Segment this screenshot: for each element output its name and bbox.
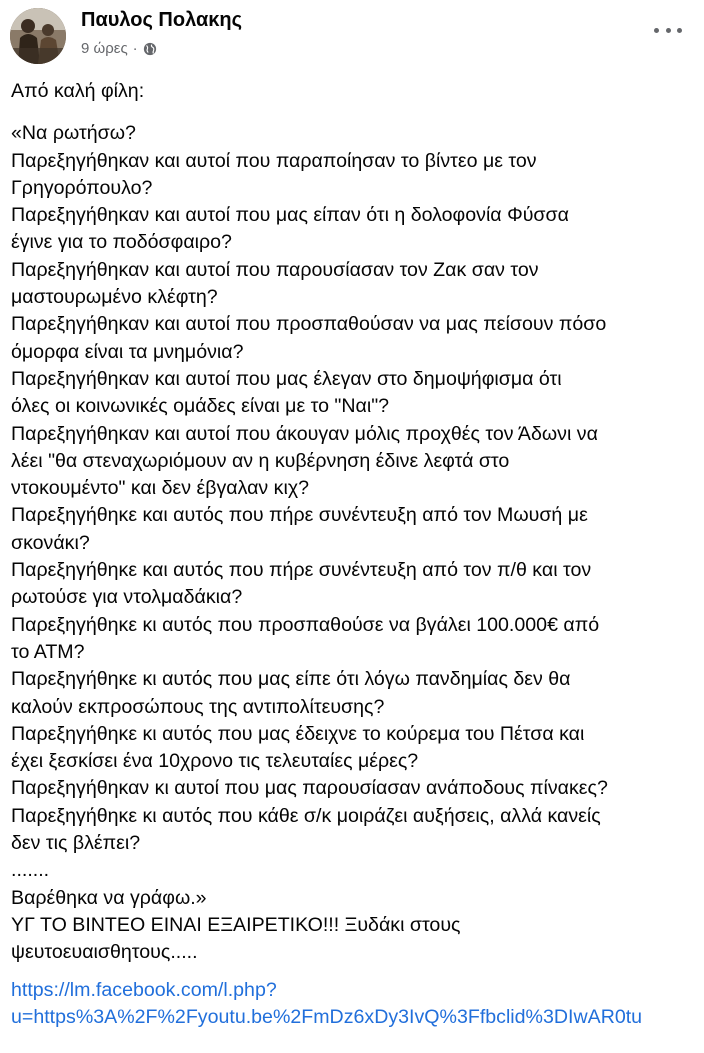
message-line: Παρεξηγήθηκαν κι αυτοί που μας παρουσίασαν ανάποδους πίνακες?	[11, 777, 608, 800]
post-header	[10, 6, 700, 64]
message-line: έχει ξεσκίσει ένα 10χρονο τις τελευταίες μέρες?	[11, 750, 419, 773]
message-line: Παρεξηγήθηκε κι αυτός που προσπαθούσε να βγάλει 100.000€ από	[11, 613, 600, 636]
message-line: Παρεξηγήθηκαν και αυτοί που παραποίησαν το βίντεο με τον	[11, 149, 537, 172]
message-line: όμορφα είναι τα μνημόνια?	[11, 340, 244, 363]
post-message	[11, 120, 699, 966]
message-line: το ΑΤΜ?	[11, 640, 85, 663]
dot-icon	[654, 28, 659, 33]
message-line: Παρεξηγήθηκε και αυτός που πήρε συνέντευξη από τον Μωυσή με	[11, 504, 588, 527]
message-line: Παρεξηγήθηκε και αυτός που πήρε συνέντευξη από τον π/θ και τον	[11, 559, 592, 582]
dot-icon	[666, 28, 671, 33]
message-line: ρωτούσε για ντολμαδάκια?	[11, 586, 243, 609]
author-avatar[interactable]	[10, 8, 66, 64]
message-line: ντοκουμέντο" και δεν έβγαλαν κιχ?	[11, 477, 310, 500]
message-line: .......	[11, 859, 50, 882]
message-line: Παρεξηγήθηκαν και αυτοί που μας έλεγαν στο δημοψήφισμα ότι	[11, 367, 562, 390]
message-line: έγινε για το ποδόσφαιρο?	[11, 231, 232, 254]
message-line: ΥΓ ΤΟ ΒΙΝΤΕΟ ΕΙΝΑΙ ΕΞΑΙΡΕΤΙΚΟ!!! Ξυδάκι στους	[11, 913, 461, 936]
avatar-photo	[10, 8, 66, 64]
message-line: «Να ρωτήσω?	[11, 122, 136, 145]
message-line: όλες οι κοινωνικές ομάδες είναι με το "Ναι"?	[11, 395, 390, 418]
post-meta	[81, 40, 157, 57]
message-line: Γρηγορόπουλο?	[11, 176, 153, 199]
more-options-icon[interactable]	[654, 20, 682, 40]
message-line: Παρεξηγήθηκαν και αυτοί που μας είπαν ότι η δολοφονία Φύσσα	[11, 204, 569, 227]
author-name[interactable]: Παυλος Πολακης	[81, 9, 243, 31]
message-line: λέει "θα στεναχωριόμουν αν η κυβέρνηση έδινε λεφτά στο	[11, 449, 510, 472]
link-line[interactable]: https://lm.facebook.com/l.php?	[11, 978, 277, 1001]
post-intro: Από καλή φίλη:	[11, 80, 145, 102]
message-line: σκονάκι?	[11, 531, 90, 554]
post-body	[11, 78, 699, 1031]
meta-separator: ·	[132, 40, 138, 57]
dot-icon	[677, 28, 682, 33]
link-line[interactable]: u=https%3A%2F%2Fyoutu.be%2FmDz6xDy3IvQ%3Ffbclid%3DIwAR0tu	[11, 1005, 643, 1028]
message-line: Παρεξηγήθηκε κι αυτός που μας είπε ότι λόγω πανδημίας δεν θα	[11, 668, 571, 691]
message-line: Παρεξηγήθηκαν και αυτοί που άκουγαν μόλις προχθές τον Άδωνι να	[11, 422, 598, 445]
message-line: Παρεξηγήθηκε κι αυτός που μας έδειχνε το κούρεμα του Πέτσα και	[11, 722, 585, 745]
globe-icon[interactable]	[143, 42, 157, 56]
post-link[interactable]	[11, 977, 699, 1032]
message-line: Παρεξηγήθηκε κι αυτός που κάθε σ/κ μοιράζει αυξήσεις, αλλά κανείς	[11, 804, 601, 827]
message-line: Παρεξηγήθηκαν και αυτοί που προσπαθούσαν να μας πείσουν πόσο	[11, 313, 607, 336]
message-line: Βαρέθηκα να γράφω.»	[11, 886, 207, 909]
message-line: ψευτοευαισθητους.....	[11, 941, 198, 964]
message-line: δεν τις βλέπει?	[11, 832, 141, 855]
message-line: μαστουρωμένο κλέφτη?	[11, 286, 218, 309]
post-time[interactable]: 9 ώρες	[81, 40, 128, 57]
message-line: Παρεξηγήθηκαν και αυτοί που παρουσίασαν τον Ζακ σαν τον	[11, 258, 539, 281]
message-line: καλούν εκπροσώπους της αντιπολίτευσης?	[11, 695, 385, 718]
